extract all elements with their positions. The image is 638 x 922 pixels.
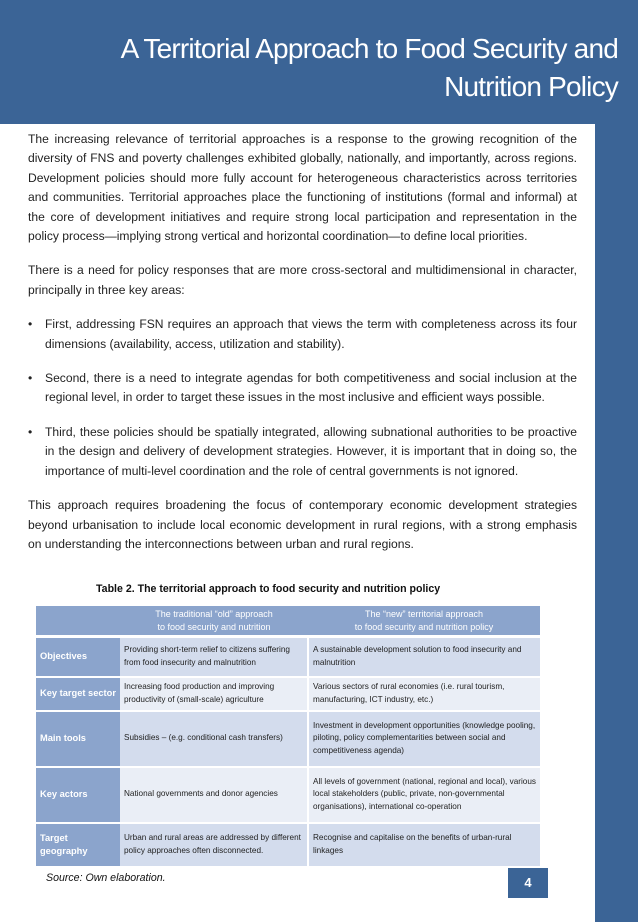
table-header-old-line-1: The traditional “old” approach bbox=[155, 609, 273, 619]
cell-old-key-target-sector: Increasing food production and improving productivity of (small-scale) agriculture bbox=[120, 677, 308, 711]
page-title bbox=[38, 30, 618, 106]
page-header-band bbox=[0, 0, 638, 124]
bullet-dot: • bbox=[28, 424, 33, 439]
bullet-text-1: First, addressing FSN requires an approach that views the term with completeness across its four dimensions (availability, access, utilization and stability). bbox=[45, 317, 577, 351]
table-caption: Table 2. The territorial approach to food security and nutrition policy bbox=[96, 583, 441, 595]
table-header-row bbox=[36, 606, 540, 637]
cell-new-main-tools: Investment in development opportunities (knowledge pooling, piloting, policy complementarities between social and competitiveness agenda) bbox=[308, 711, 540, 767]
cell-old-objectives: Providing short-term relief to citizens suffering from food insecurity and malnutrition bbox=[120, 637, 308, 677]
table-header-new-line-1: The “new” territorial approach bbox=[364, 609, 484, 619]
bullet-item-3 bbox=[28, 423, 577, 481]
table-header-new bbox=[308, 606, 540, 637]
territorial-approach-table bbox=[36, 606, 540, 868]
cell-new-objectives: A sustainable development solution to food insecurity and malnutrition bbox=[308, 637, 540, 677]
bullet-dot: • bbox=[28, 371, 33, 386]
cell-new-key-target-sector: Various sectors of rural economies (i.e. rural tourism, manufacturing, ICT industry, etc.) bbox=[308, 677, 540, 711]
page-title-line-2: Nutrition Policy bbox=[444, 71, 618, 102]
row-label-main-tools: Main tools bbox=[36, 711, 120, 767]
bullet-item-2 bbox=[28, 369, 577, 408]
row-label-target-geography: Target geography bbox=[36, 823, 120, 867]
bullet-text-2: Second, there is a need to integrate agendas for both competitiveness and social inclusion at the regional level, in order to target these issues in the most inclusive and efficient ways possible. bbox=[45, 371, 577, 405]
body-text bbox=[28, 130, 577, 569]
table-header-blank bbox=[36, 606, 120, 637]
table-row bbox=[36, 711, 540, 767]
row-label-key-actors: Key actors bbox=[36, 767, 120, 823]
table-row bbox=[36, 677, 540, 711]
paragraph-2: There is a need for policy responses that are more cross-sectoral and multidimensional in character, principally in three key areas: bbox=[28, 263, 577, 297]
cell-old-key-actors: National governments and donor agencies bbox=[120, 767, 308, 823]
cell-old-target-geography: Urban and rural areas are addressed by different policy approaches often disconnected. bbox=[120, 823, 308, 867]
paragraph-3: This approach requires broadening the focus of contemporary economic development strategies beyond urbanisation to include local economic development in rural regions, with a strong emphasis on understanding the interconnections between urban and rural regions. bbox=[28, 498, 577, 551]
row-label-objectives: Objectives bbox=[36, 637, 120, 677]
cell-old-main-tools: Subsidies – (e.g. conditional cash transfers) bbox=[120, 711, 308, 767]
bullet-text-3: Third, these policies should be spatially integrated, allowing subnational authorities to be proactive in the design and delivery of development strategies. However, it is important that in doing so, the importance of multi-level coordination and the role of central governments is not ignored. bbox=[45, 424, 577, 478]
cell-new-target-geography: Recognise and capitalise on the benefits of urban-rural linkages bbox=[308, 823, 540, 867]
table-row bbox=[36, 637, 540, 677]
page-number: 4 bbox=[508, 868, 548, 898]
row-label-key-target-sector: Key target sector bbox=[36, 677, 120, 711]
table-source-note: Source: Own elaboration. bbox=[46, 872, 166, 884]
right-side-bar bbox=[595, 124, 638, 922]
table-row bbox=[36, 823, 540, 867]
table-row bbox=[36, 767, 540, 823]
table-header-new-line-2: to food security and nutrition policy bbox=[354, 621, 494, 632]
bullet-item-1 bbox=[28, 315, 577, 354]
page-title-line-1: A Territorial Approach to Food Security and bbox=[120, 33, 618, 64]
table-header-old-line-2: to food security and nutrition bbox=[157, 621, 271, 632]
table-header-old bbox=[120, 606, 308, 637]
cell-new-key-actors: All levels of government (national, regional and local), various local stakeholders (public, private, non-governmental organisations), international co-operation bbox=[308, 767, 540, 823]
paragraph-1: The increasing relevance of territorial approaches is a response to the growing recognition of the diversity of FNS and poverty challenges exhibited globally, nationally, and importantly, across regions. Development policies should more fully account for heterogeneous characteristics across territories and communities. Territorial approaches place the functioning of institutions (formal and informal) at the core of development initiatives and require strong local participation and representation in the policy process—implying strong vertical and horizontal coordination—to define local priorities. bbox=[28, 132, 577, 244]
bullet-dot: • bbox=[28, 317, 33, 332]
